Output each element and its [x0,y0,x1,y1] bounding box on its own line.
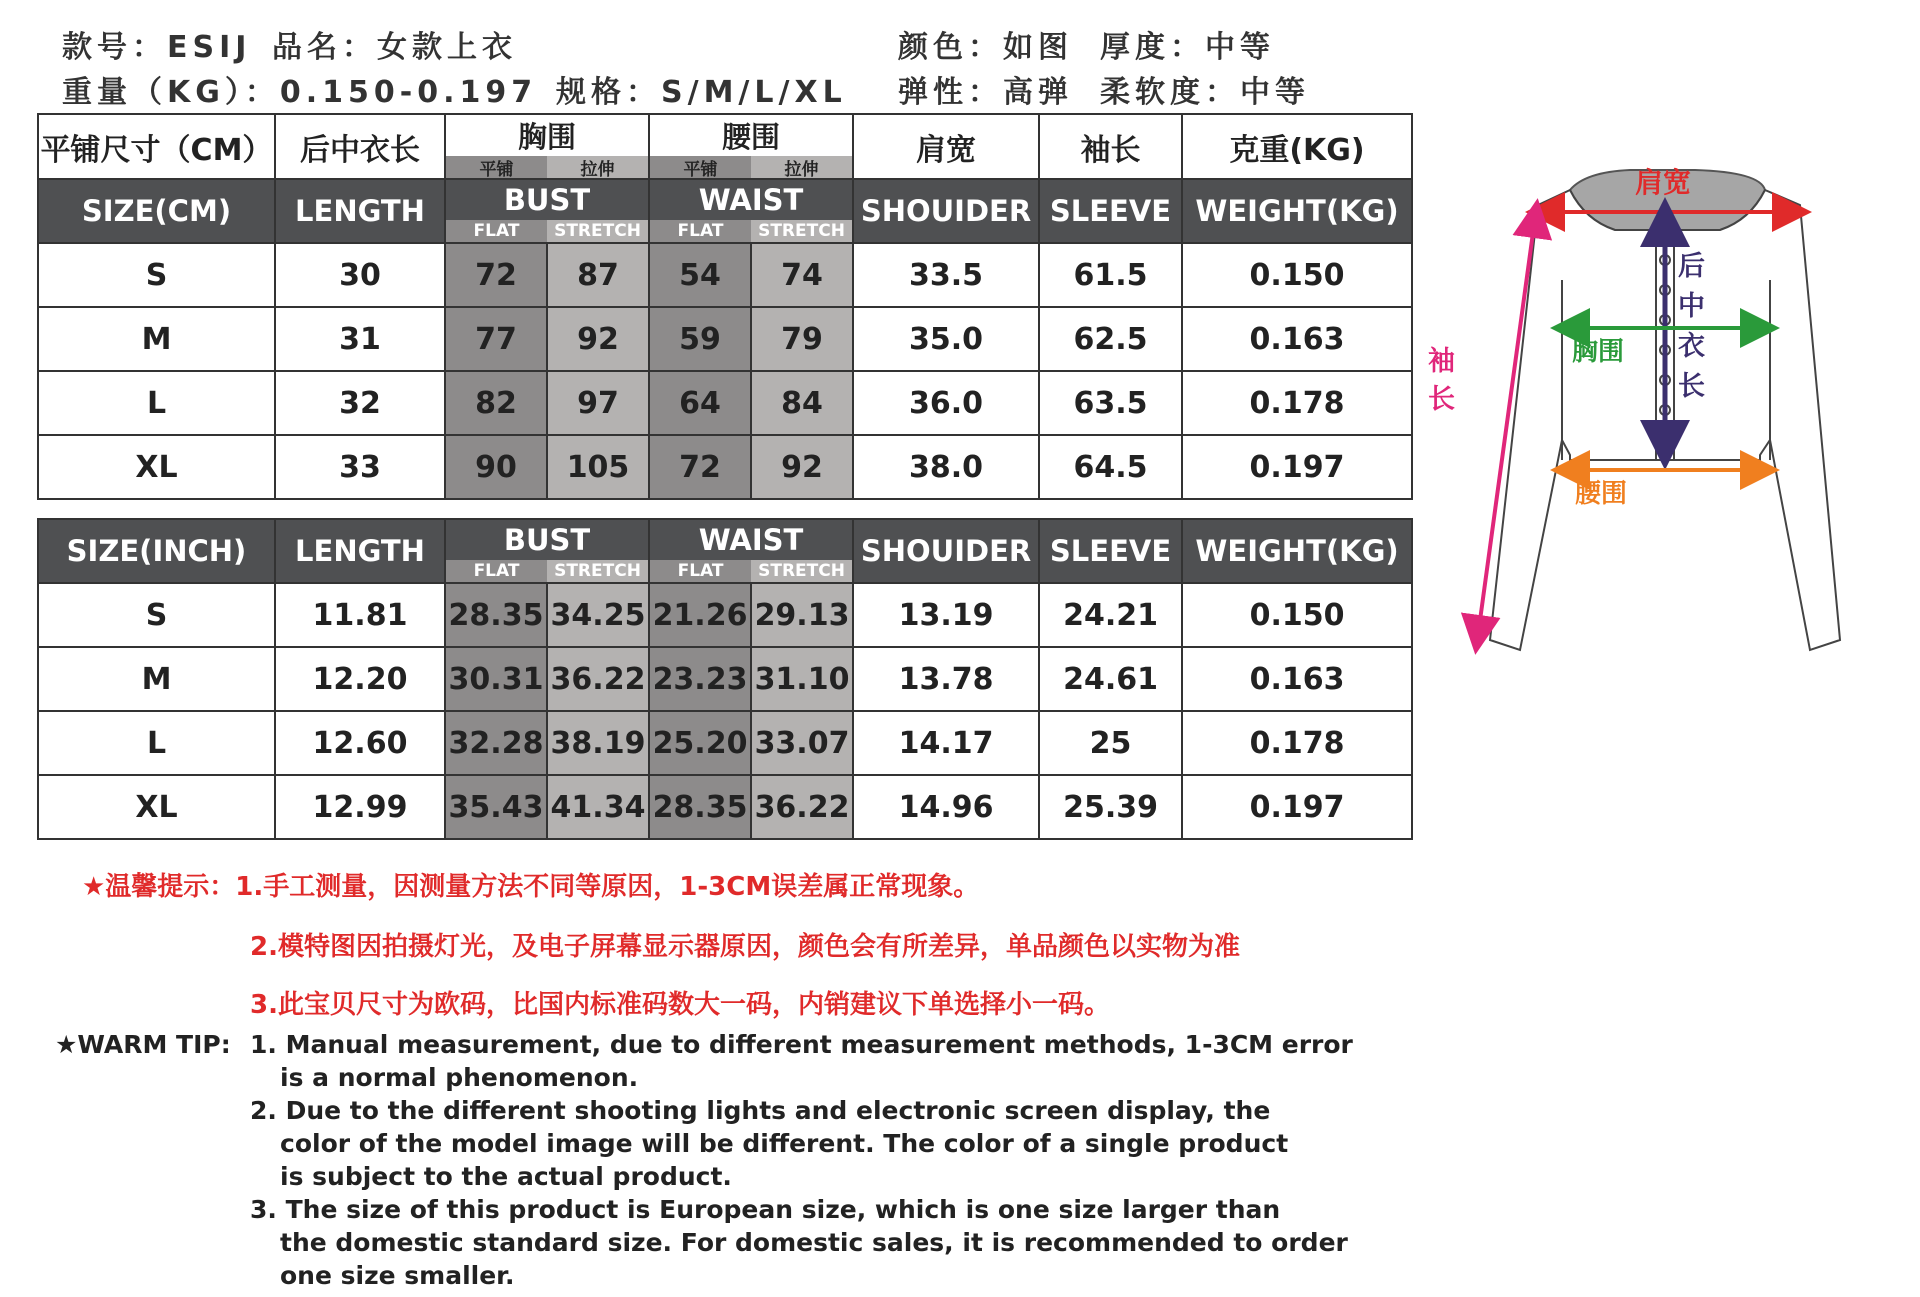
header-bust-flat-cn: 平铺 [446,156,547,178]
cell-length: 12.99 [275,775,445,839]
table-row [38,307,1412,371]
header-size-cn: 平铺尺寸（CM） [38,114,275,179]
cell-sleeve: 62.5 [1039,307,1182,371]
weight-spec: 重量（KG）：0.150-0.197 [62,75,538,110]
cell-size: M [38,647,275,711]
header-sleeve-inch: SLEEVE [1039,519,1182,583]
cell-sleeve: 24.61 [1039,647,1182,711]
header-sleeve-cn: 袖长 [1039,114,1182,179]
style-number: 款号：ESIJ [62,30,252,65]
cell-bust-flat: 28.35 [445,583,547,647]
cell-shoulder: 14.17 [853,711,1039,775]
cell-weight: 0.150 [1182,243,1412,307]
warm-tip-line-5: is subject to the actual product. [280,1162,732,1191]
cell-weight: 0.150 [1182,583,1412,647]
cell-shoulder: 13.78 [853,647,1039,711]
warm-tip-line-4: color of the model image will be different. The color of a single product [280,1129,1289,1158]
cell-length: 30 [275,243,445,307]
cell-length: 12.20 [275,647,445,711]
cell-bust-flat: 72 [445,243,547,307]
cell-sleeve: 25.39 [1039,775,1182,839]
garment-measurement-diagram [1420,160,1900,680]
header-length-inch: LENGTH [275,519,445,583]
header-waist-stretch-cn: 拉伸 [751,156,852,178]
cell-shoulder: 33.5 [853,243,1039,307]
cell-shoulder: 38.0 [853,435,1039,499]
cell-bust-stretch: 92 [547,307,649,371]
cell-waist-stretch: 36.22 [751,775,853,839]
table-row [38,435,1412,499]
elasticity-spec: 弹性：高弹 [898,75,1073,110]
cell-waist-stretch: 33.07 [751,711,853,775]
warm-tip-line-1: 1. Manual measurement, due to different measurement methods, 1-3CM error [250,1030,1353,1059]
cell-waist-flat: 72 [649,435,751,499]
header-waist-en: WAIST FLAT STRETCH [649,179,853,243]
tip-cn-line-2: 2.模特图因拍摄灯光，及电子屏幕显示器原因，颜色会有所差异，单品颜色以实物为准 [250,932,1240,962]
cell-waist-flat: 21.26 [649,583,751,647]
shoulder-label: 肩宽 [1635,166,1692,199]
cell-shoulder: 36.0 [853,371,1039,435]
softness-spec: 柔软度：中等 [1100,75,1310,110]
color-spec: 颜色：如图 [898,30,1073,65]
header-length-en: LENGTH [275,179,445,243]
header-bust-inch: BUST FLAT STRETCH [445,519,649,583]
cell-waist-flat: 64 [649,371,751,435]
cell-length: 32 [275,371,445,435]
cell-sleeve: 63.5 [1039,371,1182,435]
header-shoulder-cn: 肩宽 [853,114,1039,179]
header-row-cn [38,114,1412,179]
cell-waist-stretch: 92 [751,435,853,499]
cell-weight: 0.197 [1182,775,1412,839]
cell-bust-stretch: 87 [547,243,649,307]
header-shoulder-en: SHOUIDER [853,179,1039,243]
header-waist-flat-inch: FLAT [650,560,751,582]
header-bust-en: BUST FLAT STRETCH [445,179,649,243]
cell-bust-flat: 82 [445,371,547,435]
header-bust-stretch-en: STRETCH [547,220,648,242]
header-waist-stretch-inch: STRETCH [751,560,852,582]
cell-length: 31 [275,307,445,371]
table-row [38,583,1412,647]
cell-size: L [38,711,275,775]
warm-tip-label: ★WARM TIP: [55,1030,231,1059]
header-bust-cn: 胸围 平铺 拉伸 [445,114,649,179]
cell-sleeve: 61.5 [1039,243,1182,307]
waist-label: 腰围 [1575,479,1628,509]
warm-tip-line-3: 2. Due to the different shooting lights and electronic screen display, the [250,1096,1271,1125]
cell-shoulder: 14.96 [853,775,1039,839]
cell-waist-stretch: 79 [751,307,853,371]
cell-size: XL [38,775,275,839]
cell-waist-flat: 25.20 [649,711,751,775]
header-row-en [38,179,1412,243]
header-row-en-inch [38,519,1412,583]
warm-tip-line-7: the domestic standard size. For domestic sales, it is recommended to order [280,1228,1348,1257]
cell-bust-stretch: 36.22 [547,647,649,711]
header-bust-flat-en: FLAT [446,220,547,242]
cell-weight: 0.178 [1182,371,1412,435]
table-row [38,243,1412,307]
size-table-cm [37,113,1413,500]
thickness-spec: 厚度：中等 [1100,30,1275,65]
cell-bust-flat: 32.28 [445,711,547,775]
cell-bust-stretch: 38.19 [547,711,649,775]
header-sleeve-en: SLEEVE [1039,179,1182,243]
cell-waist-flat: 54 [649,243,751,307]
length-label-2: 中 [1678,291,1705,322]
length-label-4: 长 [1678,371,1705,402]
cell-bust-flat: 35.43 [445,775,547,839]
cell-weight: 0.178 [1182,711,1412,775]
sleeve-label-1: 袖 [1428,346,1455,377]
cell-shoulder: 13.19 [853,583,1039,647]
cell-bust-stretch: 97 [547,371,649,435]
cell-weight: 0.163 [1182,307,1412,371]
cell-sleeve: 24.21 [1039,583,1182,647]
cell-length: 12.60 [275,711,445,775]
cell-waist-stretch: 74 [751,243,853,307]
header-waist-flat-en: FLAT [650,220,751,242]
header-waist-flat-cn: 平铺 [650,156,751,178]
product-name: 品名：女款上衣 [272,30,517,65]
cell-size: S [38,243,275,307]
cell-length: 11.81 [275,583,445,647]
header-size-en: SIZE(CM) [38,179,275,243]
table-row [38,775,1412,839]
cell-size: S [38,583,275,647]
tip-cn-line-3: 3.此宝贝尺寸为欧码，比国内标准码数大一码，内销建议下单选择小一码。 [250,990,1110,1020]
cell-size: M [38,307,275,371]
cell-size: L [38,371,275,435]
cell-shoulder: 35.0 [853,307,1039,371]
cell-waist-flat: 59 [649,307,751,371]
cell-waist-stretch: 31.10 [751,647,853,711]
tip-cn-line-1: ★温馨提示：1.手工测量，因测量方法不同等原因，1-3CM误差属正常现象。 [82,872,980,902]
cell-weight: 0.163 [1182,647,1412,711]
cell-waist-flat: 28.35 [649,775,751,839]
header-weight-inch: WEIGHT(KG) [1182,519,1412,583]
cell-bust-flat: 90 [445,435,547,499]
sizes-spec: 规格：S/M/L/XL [556,75,847,110]
table-row [38,371,1412,435]
cell-length: 33 [275,435,445,499]
cell-weight: 0.197 [1182,435,1412,499]
cell-bust-stretch: 105 [547,435,649,499]
header-bust-stretch-inch: STRETCH [547,560,648,582]
header-waist-cn: 腰围 平铺 拉伸 [649,114,853,179]
cell-bust-stretch: 41.34 [547,775,649,839]
header-bust-stretch-cn: 拉伸 [547,156,648,178]
warm-tip-line-2: is a normal phenomenon. [280,1063,639,1092]
header-size-inch: SIZE(INCH) [38,519,275,583]
header-weight-en: WEIGHT(KG) [1182,179,1412,243]
size-table-inch [37,518,1413,840]
cell-waist-stretch: 84 [751,371,853,435]
cell-sleeve: 64.5 [1039,435,1182,499]
length-label-1: 后 [1678,251,1705,282]
table-row [38,647,1412,711]
cell-size: XL [38,435,275,499]
table-row [38,711,1412,775]
cell-sleeve: 25 [1039,711,1182,775]
cell-waist-stretch: 29.13 [751,583,853,647]
header-weight-cn: 克重(KG) [1182,114,1412,179]
cell-bust-flat: 77 [445,307,547,371]
warm-tip-line-8: one size smaller. [280,1261,515,1290]
header-waist-stretch-en: STRETCH [751,220,852,242]
cell-bust-flat: 30.31 [445,647,547,711]
cell-bust-stretch: 34.25 [547,583,649,647]
warm-tip-line-6: 3. The size of this product is European size, which is one size larger than [250,1195,1281,1224]
length-label-3: 衣 [1678,331,1705,362]
header-shoulder-inch: SHOUIDER [853,519,1039,583]
header-bust-flat-inch: FLAT [446,560,547,582]
cell-waist-flat: 23.23 [649,647,751,711]
header-waist-inch: WAIST FLAT STRETCH [649,519,853,583]
sleeve-label-2: 长 [1428,384,1455,415]
bust-label: 胸围 [1572,337,1625,367]
header-length-cn: 后中衣长 [275,114,445,179]
